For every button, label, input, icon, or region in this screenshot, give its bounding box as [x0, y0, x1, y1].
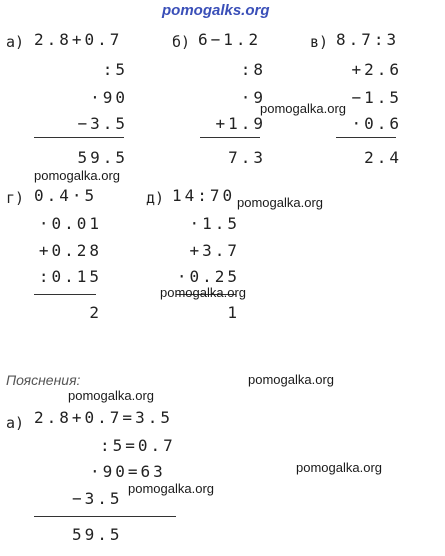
- watermark-7: pomogalka.org: [296, 460, 382, 475]
- problem-d-result: 1: [227, 303, 240, 322]
- explanation-line-1: 2.8+0.7=3.5: [34, 408, 173, 427]
- problem-d-label: д): [146, 189, 165, 207]
- problem-a-line-4: −3.5: [77, 114, 128, 133]
- header-watermark: pomogalks.org: [162, 2, 270, 19]
- problem-b-line-2: :8: [240, 60, 266, 79]
- problem-b-line-3: ·9: [240, 88, 266, 107]
- problem-a-result: 59.5: [77, 148, 128, 167]
- problem-b-label: б): [172, 33, 191, 51]
- problem-g-label: г): [6, 189, 25, 207]
- problem-v-line-2: +2.6: [351, 60, 402, 79]
- problem-v-line-3: −1.5: [351, 88, 402, 107]
- watermark-1: pomogalka.org: [260, 101, 346, 116]
- problem-d-line-2: ·1.5: [189, 214, 240, 233]
- problem-v-result: 2.4: [364, 148, 402, 167]
- watermark-2: pomogalka.org: [34, 168, 120, 183]
- explanation-line-3: ·90=63: [90, 462, 166, 481]
- problem-g-line-4: :0.15: [38, 267, 102, 286]
- problem-b-line-1: 6−1.2: [198, 30, 262, 49]
- problem-d-line-3: +3.7: [189, 241, 240, 260]
- watermark-4: pomogalka.org: [160, 285, 246, 300]
- problem-a-line-1: 2.8+0.7: [34, 30, 123, 49]
- problem-b-result: 7.3: [228, 148, 266, 167]
- explanation-rule: [34, 516, 176, 517]
- watermark-5: pomogalka.org: [248, 372, 334, 387]
- explanation-line-4: −3.5: [72, 489, 123, 508]
- watermark-6: pomogalka.org: [68, 388, 154, 403]
- problem-v-rule: [336, 137, 396, 138]
- problem-a-label: а): [6, 33, 25, 51]
- problem-a-line-2: :5: [102, 60, 128, 79]
- explanation-result: 59.5: [72, 525, 123, 544]
- problem-d-line-1: 14:70: [172, 186, 236, 205]
- problem-b-rule: [200, 137, 260, 138]
- problem-g-line-1: 0.4·5: [34, 186, 98, 205]
- problem-v-label: в): [310, 33, 329, 51]
- problem-g-result: 2: [89, 303, 102, 322]
- problem-g-rule: [34, 294, 96, 295]
- explanation-heading: Пояснения:: [6, 372, 81, 388]
- problem-b-line-4: +1.9: [215, 114, 266, 133]
- explanation-line-2: :5=0.7: [100, 436, 176, 455]
- problem-a-line-3: ·90: [90, 88, 128, 107]
- explanation-label: а): [6, 414, 25, 432]
- problem-a-rule: [34, 137, 124, 138]
- problem-d-line-4: ·0.25: [176, 267, 240, 286]
- problem-g-line-3: +0.28: [38, 241, 102, 260]
- problem-v-line-1: 8.7:3: [336, 30, 400, 49]
- problem-g-line-2: ·0.01: [38, 214, 102, 233]
- problem-v-line-4: ·0.6: [351, 114, 402, 133]
- watermark-3: pomogalka.org: [237, 195, 323, 210]
- watermark-8: pomogalka.org: [128, 481, 214, 496]
